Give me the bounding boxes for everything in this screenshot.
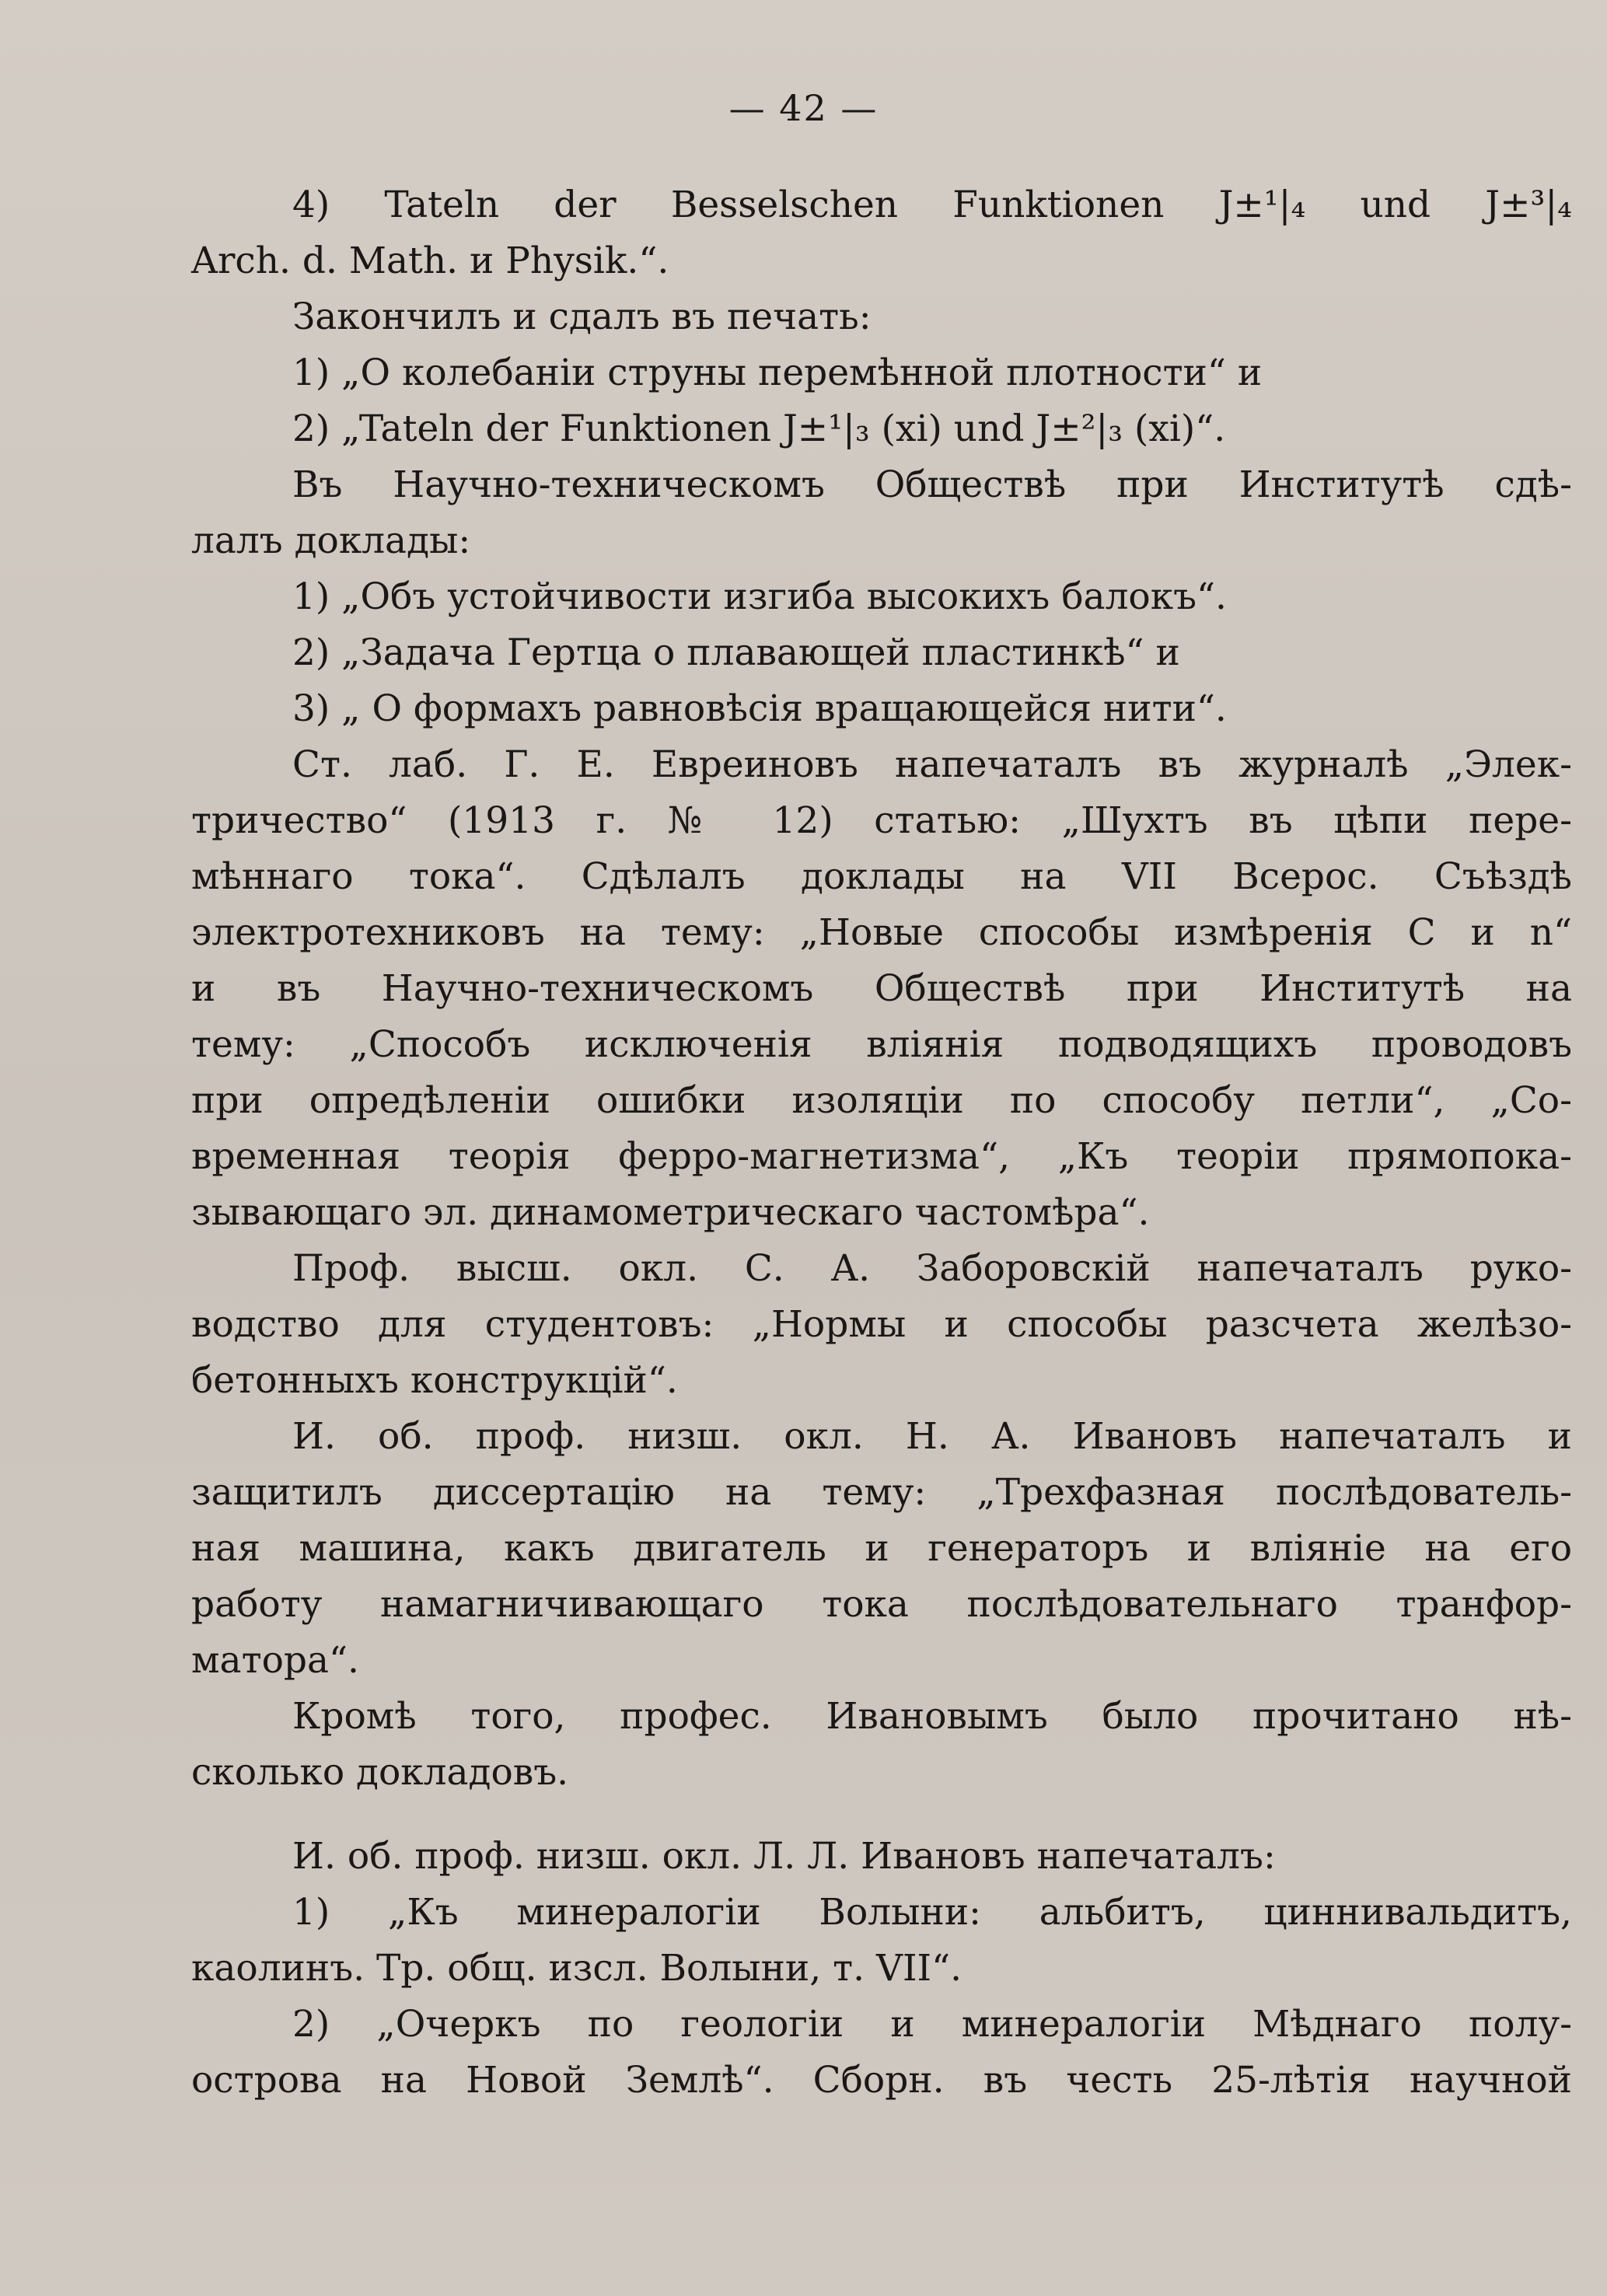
text-line: Ст. лаб. Г. Е. Евреиновъ напечаталъ въ журналѣ „Элек-: [292, 743, 1572, 786]
text-line: работу намагничивающаго тока послѣдовательнаго транфор-: [191, 1583, 1572, 1626]
page-text: [191, 177, 1572, 2109]
text-line: тричество“ (1913 г. № 12) статью: „Шухтъ въ цѣпи пере-: [191, 799, 1572, 842]
text-line: лалъ доклады:: [191, 519, 471, 562]
text-line: Arch. d. Math. и Physik.“.: [191, 239, 669, 282]
text-line: защитилъ диссертацію на тему: „Трехфазная послѣдователь-: [191, 1471, 1572, 1514]
text-line: Закончилъ и сдалъ въ печать:: [292, 295, 872, 338]
paragraph-gap: [191, 1801, 1572, 1829]
text-line: и въ Научно-техническомъ Обществѣ при Институтѣ на: [191, 967, 1572, 1010]
text-line: острова на Новой Землѣ“. Сборн. въ честь 25-лѣтія научной: [191, 2059, 1572, 2102]
text-line: электротехниковъ на тему: „Новые способы измѣренія С и n“: [191, 911, 1572, 954]
text-line: Въ Научно-техническомъ Обществѣ при Институтѣ сдѣ-: [292, 463, 1572, 506]
text-line: И. об. проф. низш. окл. Л. Л. Ивановъ напечаталъ:: [292, 1835, 1276, 1878]
text-line: при опредѣленіи ошибки изоляціи по способу петли“, „Со-: [191, 1079, 1572, 1122]
text-line: 2) „Задача Гертца о плавающей пластинкѣ“ и: [292, 631, 1180, 674]
text-line: 3) „ О формахъ равновѣсія вращающейся нити“.: [292, 687, 1227, 730]
text-line: мѣннаго тока“. Сдѣлалъ доклады на VII Всерос. Съѣздѣ: [191, 855, 1572, 898]
text-line: И. об. проф. низш. окл. Н. А. Ивановъ напечаталъ и: [292, 1415, 1572, 1458]
page-number: — 42 —: [728, 87, 879, 129]
text-line: сколько докладовъ.: [191, 1751, 569, 1794]
text-line: 1) „О колебаніи струны перемѣнной плотности“ и: [292, 351, 1263, 394]
text-line: ная машина, какъ двигатель и генераторъ и вліяніе на его: [191, 1527, 1572, 1570]
text-line: 2) „Tateln der Funktionen J±¹|₃ (xi) und J±²|₃ (xi)“.: [292, 407, 1226, 450]
text-line: 1) „Къ минералогіи Волыни: альбитъ, циннивальдитъ,: [292, 1891, 1572, 1934]
text-line: Проф. высш. окл. С. А. Заборовскій напечаталъ руко-: [292, 1247, 1572, 1290]
text-line: временная теорія ферро-магнетизма“, „Къ теоріи прямопока-: [191, 1135, 1572, 1178]
text-line: 4) Tateln der Besselschen Funktionen J±¹|₄ und J±³|₄: [292, 183, 1572, 226]
text-line: тему: „Способъ исключенія вліянія подводящихъ проводовъ: [191, 1023, 1572, 1066]
text-line: матора“.: [191, 1639, 359, 1682]
text-line: каолинъ. Тр. общ. изсл. Волыни, т. VII“.: [191, 1947, 962, 1990]
text-line: 1) „Объ устойчивости изгиба высокихъ балокъ“.: [292, 575, 1227, 618]
text-line: Кромѣ того, профес. Ивановымъ было прочитано нѣ-: [292, 1695, 1572, 1738]
text-line: бетонныхъ конструкцій“.: [191, 1359, 678, 1402]
text-line: водство для студентовъ: „Нормы и способы разсчета желѣзо-: [191, 1303, 1572, 1346]
text-line: 2) „Очеркъ по геологіи и минералогіи Мѣднаго полу-: [292, 2003, 1572, 2046]
text-line: зывающаго эл. динамометрическаго частомѣра“.: [191, 1191, 1150, 1234]
